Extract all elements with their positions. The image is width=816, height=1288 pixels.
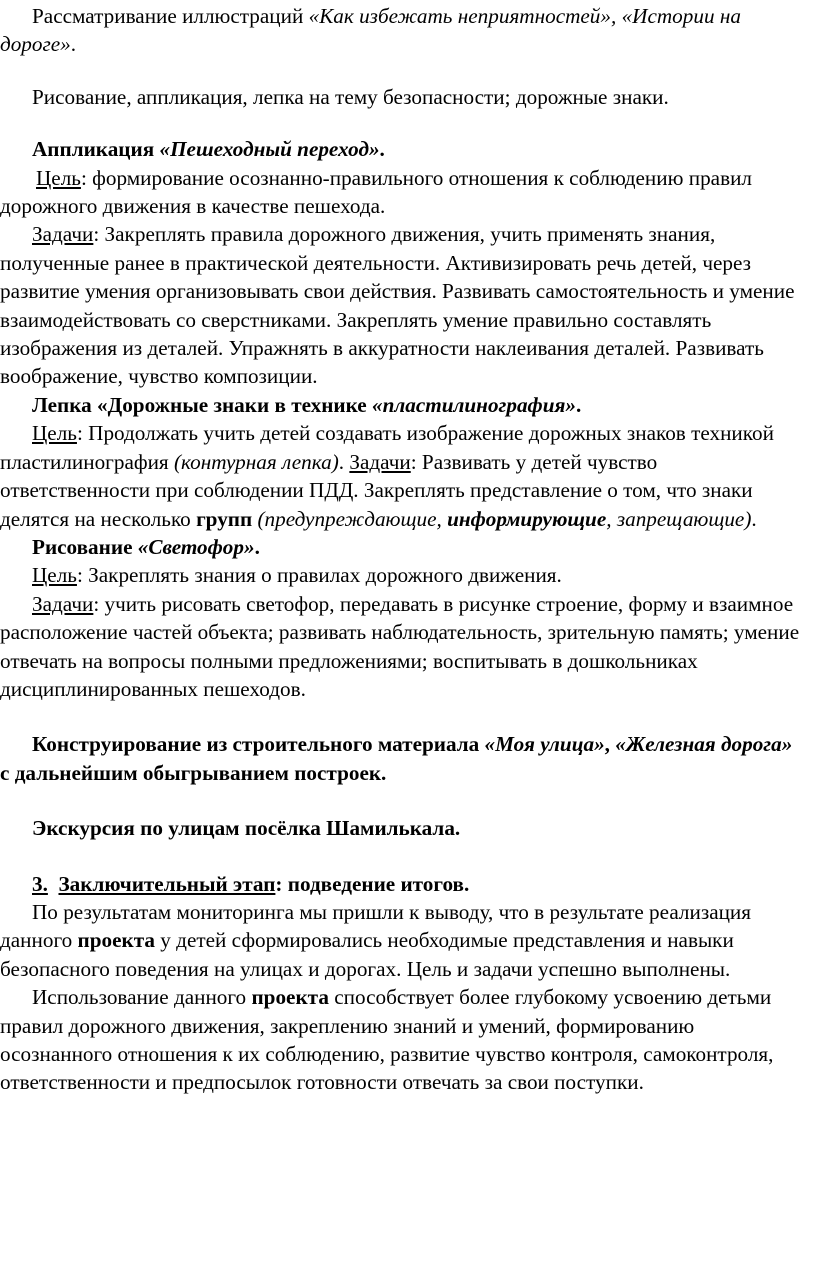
separator: . [338, 449, 350, 474]
drawing-heading [0, 533, 804, 561]
final-stage-heading [0, 870, 804, 898]
drawing-tasks [0, 590, 804, 704]
applique-goal [0, 164, 804, 221]
usage-text-a: Использование данного [32, 985, 252, 1010]
applique-heading [0, 135, 804, 163]
applique-tasks [0, 220, 804, 390]
period: . [254, 534, 260, 559]
comma: , [604, 732, 616, 757]
construction-rest: с дальнейшим обыгрыванием построек. [0, 760, 387, 785]
excursion-text: Экскурсия по улицам посёлка Шамилькала. [32, 816, 461, 841]
number-gap [48, 872, 59, 896]
results-paragraph [0, 898, 804, 983]
tasks-label: Задачи [349, 449, 411, 474]
illustrations-paragraph [0, 2, 804, 59]
period: . [70, 32, 77, 57]
groups-word: групп [196, 506, 253, 531]
goal-label: Цель [36, 165, 81, 190]
construction-title-2: «Железная дорога» [615, 732, 793, 757]
goal-label: Цель [32, 563, 77, 588]
illustrations-text: Рассматривание иллюстраций [32, 4, 309, 28]
section-number: 3. [32, 871, 48, 896]
activities-paragraph: Рисование, аппликация, лепка на тему безопасности; дорожные знаки. [32, 84, 669, 109]
final-stage-subtitle: : подведение итогов. [275, 871, 470, 896]
excursion-heading [0, 814, 804, 842]
usage-paragraph [0, 983, 804, 1097]
goal-text: : Продолжать учить детей создавать изображение дорожных знаков техникой пластилинография [0, 421, 774, 474]
drawing-goal [0, 561, 804, 589]
results-text-a: По результатам мониторинга мы пришли к выводу, что в результате реализация данного [0, 899, 752, 953]
final-stage-title: Заключительный этап [58, 871, 276, 896]
groups-list-end: , запрещающие) [606, 506, 752, 531]
goal-italic: (контурная лепка) [173, 449, 339, 474]
goal-text: : Закреплять знания о правилах дорожного движения. [76, 563, 562, 588]
groups-list-start: (предупреждающие, [252, 506, 448, 531]
applique-heading-title: «Пешеходный переход» [159, 137, 380, 162]
construction-label: Конструирование из строительного материала [32, 732, 485, 757]
modeling-heading-label: Лепка «Дорожные знаки в технике [32, 392, 373, 417]
results-text-b: у детей сформировались необходимые представления и навыки безопасного поведения на улицах и дорогах. Цель и задачи успешно выполнены. [0, 928, 734, 981]
period: . [751, 506, 757, 531]
applique-heading-label: Аппликация [32, 137, 160, 162]
goal-text: : формирование осознанно-правильного отношения к соблюдению правил дорожного движения в качестве пешехода. [0, 165, 752, 219]
tasks-text: : Закреплять правила дорожного движения, учить применять знания, полученные ранее в практической деятельности. Активизировать речь детей, через развитие умения организовывать свои действия. Развивать самостоятельность и умение взаимодействовать со сверстниками. Закреплять умение правильно составлять изображения из деталей. Упражнять в аккуратности наклеивания деталей. Развивать воображение, чувство композиции. [0, 222, 795, 389]
drawing-heading-label: Рисование [32, 534, 138, 559]
modeling-heading [0, 391, 804, 419]
project-word: проекта [77, 928, 155, 953]
tasks-text: : учить рисовать светофор, передавать в рисунке строение, форму и взаимное расположение частей объекта; развивать наблюдательность, зрительную память; умение отвечать на вопросы полными предложениями; воспитывать в дошкольниках дисциплинированных пешеходов. [0, 591, 800, 701]
construction-heading [0, 730, 804, 787]
construction-title-1: «Моя улица» [484, 732, 605, 757]
period: . [379, 137, 385, 162]
tasks-label: Задачи [32, 222, 94, 247]
usage-text-b: способствует более глубокому усвоению детьми правил дорожного движения, закреплению знаний и умений, формированию осознанного отношения к их соблюдению, развитие чувство контроля, самоконтроля, ответственности и предпосылок готовности отвечать за свои поступки. [0, 985, 774, 1095]
groups-list-bold: информирующие [447, 506, 607, 531]
tasks-label: Задачи [32, 591, 94, 616]
period: . [576, 392, 582, 417]
modeling-body [0, 419, 804, 533]
modeling-heading-title: «пластилинография» [372, 392, 577, 417]
tasks-text: : Развивать у детей чувство ответственности при соблюдении ПДД. Закреплять представление о том, что знаки делятся на несколько [0, 449, 753, 531]
project-word: проекта [251, 985, 329, 1010]
illustrations-titles: «Как избежать неприятностей», «Истории на дороге» [0, 4, 741, 57]
drawing-heading-title: «Светофор» [137, 534, 255, 559]
goal-label: Цель [32, 421, 77, 446]
